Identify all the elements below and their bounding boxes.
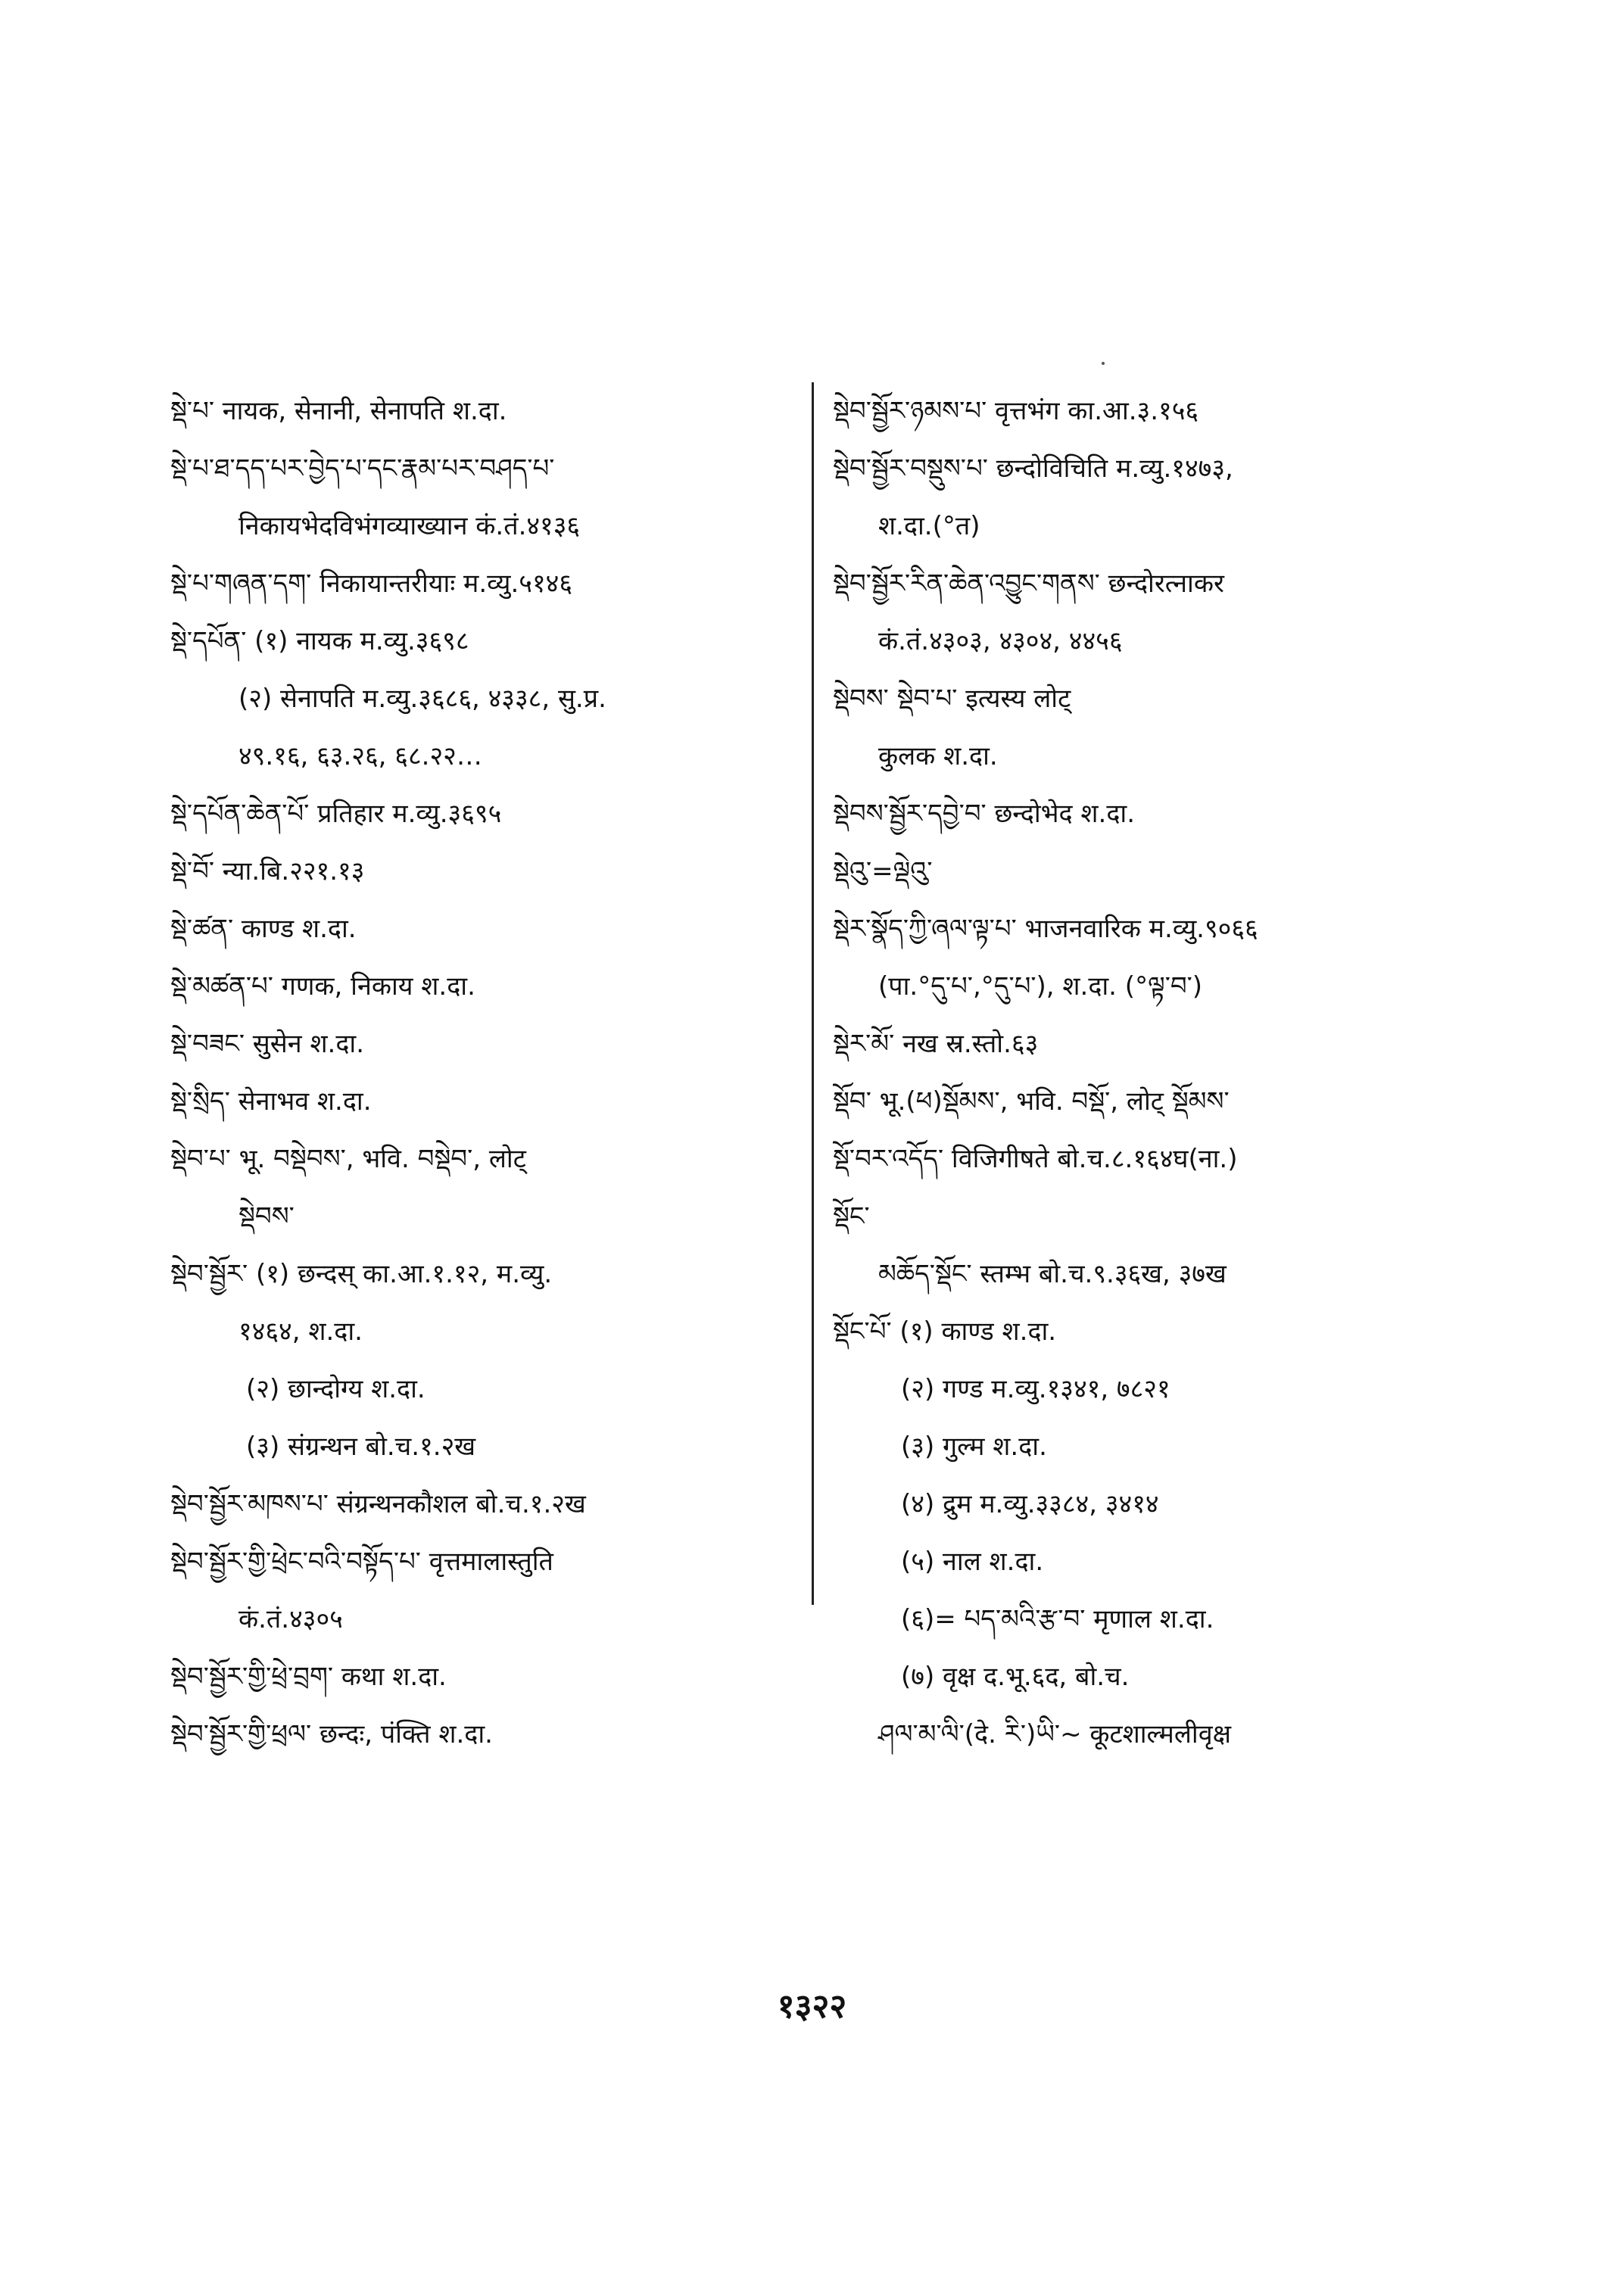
entry-line: སྡོ་བར་འདོད་ विजिगीषते बो.च.८.१६४घ(ना.) [833,1144,1238,1174]
column-divider [812,382,814,1605]
entry-line: མཆོད་སྡོང་ स्तम्भ बो.च.९.३६ख, ३७ख [878,1259,1227,1289]
entry-line: སྡེ་དཔོན་ཆེན་པོ་ प्रतिहार म.व्यु.३६९५ [170,799,502,829]
entry-line: སྡེབས་སྦྱོར་དབྱེ་བ་ छन्दोभेद श.दा. [833,799,1136,829]
entry-line: श.दा.(°त) [878,511,980,541]
entry-line: སྡེ་བཟང་ सुसेन श.दा. [170,1029,365,1059]
entry-line: སྡེབ་སྦྱོར་རིན་ཆེན་འབྱུང་གནས་ छन्दोरत्नाकर [833,569,1224,599]
entry-line: (२) सेनापति म.व्यु.३६८६, ४३३८, सु.प्र. [238,684,606,714]
page-number: १३२२ [777,1987,847,2026]
entry-line: ཤལ་མ་ལི་(दे. རི་)ཡི་~ कूटशाल्मलीवृक्ष [878,1719,1231,1749]
entry-line: (२) गण्ड म.व्यु.१३४१, ७८२१ [901,1374,1170,1404]
entry-line: (६)= པད་མའི་རྩ་བ་ मृणाल श.दा. [901,1604,1214,1634]
entry-line: སྡེ་པ་ཐ་དད་པར་བྱེད་པ་དང་རྣམ་པར་བཤད་པ་ [170,453,555,484]
entry-line: སྡེབ་སྦྱོར་གྱི་ཕྲེ་བྲག་ कथा श.दा. [170,1662,447,1692]
entry-line: སྡེར་སྣོད་ཀྱི་ཞལ་ལྟ་པ་ भाजनवारिक म.व्यु.९०६६ [833,914,1258,944]
entry-line: (पा.°དུ་པ་,°དུ་པ་), श.दा. (°ལྟ་བ་) [878,971,1203,1002]
entry-line: कं.तं.४३०५ [238,1604,343,1634]
entry-line: སྡེབ་སྦྱོར་ (१) छन्दस् का.आ.१.१२, म.व्यु. [170,1259,553,1289]
speck [1102,362,1105,365]
entry-line: སྡེབས་ སྡེབ་པ་ इत्यस्य लोट् [833,684,1071,714]
entry-line: (५) नाल श.दा. [901,1547,1044,1577]
entry-line: སྡེ་པ་ नायक, सेनानी, सेनापति श.दा. [170,396,507,426]
entry-line: སྡེ་བོ་ न्या.बि.२२१.१३ [170,856,365,886]
entry-line: कुलक श.दा. [878,741,998,771]
entry-line: (३) गुल्म श.दा. [901,1432,1047,1462]
entry-line: (२) छान्दोग्य श.दा. [246,1374,425,1404]
left-column [170,382,791,1763]
entry-line: (३) संग्रन्थन बो.च.१.२ख [246,1432,476,1462]
entry-line: སྡེབས་ [238,1201,295,1232]
entry-line: སྡེ་དཔོན་ (१) नायक म.व्यु.३६९८ [170,626,469,656]
entry-line: སྡེ་ཚན་ काण्ड श.दा. [170,914,357,944]
entry-line: སྡེབ་སྦྱོར་བསྡུས་པ་ छन्दोविचिति म.व्यु.१४७३, [833,453,1233,484]
entry-line: (७) वृक्ष द.भू.६द, बो.च. [901,1662,1130,1692]
entry-line: སྡོང་ [833,1201,870,1232]
entry-line: निकायभेदविभंगव्याख्यान कं.तं.४१३६ [238,511,581,541]
entry-line: སྡེར་མོ་ नख स्र.स्तो.६३ [833,1029,1039,1059]
entry-line: कं.तं.४३०३, ४३०४, ४४५६ [878,626,1123,656]
entry-line: སྡེ་པ་གཞན་དག་ निकायान्तरीयाः म.व्यु.५१४६ [170,569,573,599]
entry-line: སྡེབ་སྦྱོར་གྱི་ཕྲེང་བའི་བསྟོད་པ་ वृत्तमालास्तुति [170,1547,553,1577]
entry-line: (४) द्रुम म.व्यु.३३८४, ३४१४ [901,1489,1159,1519]
entry-line: སྡེའུ་=ལྡེའུ་ [833,856,933,886]
entry-line: १४६४, श.दा. [238,1316,363,1347]
entry-line: སྡེབ་པ་ भू. བསྡེབས་, भवि. བསྡེབ་, लोट् [170,1144,526,1174]
entry-line: སྡེ་མཚན་པ་ गणक, निकाय श.दा. [170,971,475,1002]
entry-line: སྡེ་སྲིད་ सेनाभव श.दा. [170,1086,372,1117]
entry-line: སྡོང་པོ་ (१) काण्ड श.दा. [833,1316,1057,1347]
entry-line: སྡོབ་ भू.(ཕ)སྡོམས་, भवि. བསྡོ་, लोट् སྡོམས་ [833,1086,1230,1117]
entry-line: ४९.१६, ६३.२६, ६८.२२… [238,741,482,771]
entry-line: སྡེབ་སྦྱོར་ཉམས་པ་ वृत्तभंग का.आ.३.१५६ [833,396,1199,426]
right-column [833,382,1476,1763]
entry-line: སྡེབ་སྦྱོར་མཁས་པ་ संग्रन्थनकौशल बो.च.१.२ख [170,1489,586,1519]
entry-line: སྡེབ་སྦྱོར་གྱི་ཕྲལ་ छन्दः, पंक्ति श.दा. [170,1719,493,1749]
